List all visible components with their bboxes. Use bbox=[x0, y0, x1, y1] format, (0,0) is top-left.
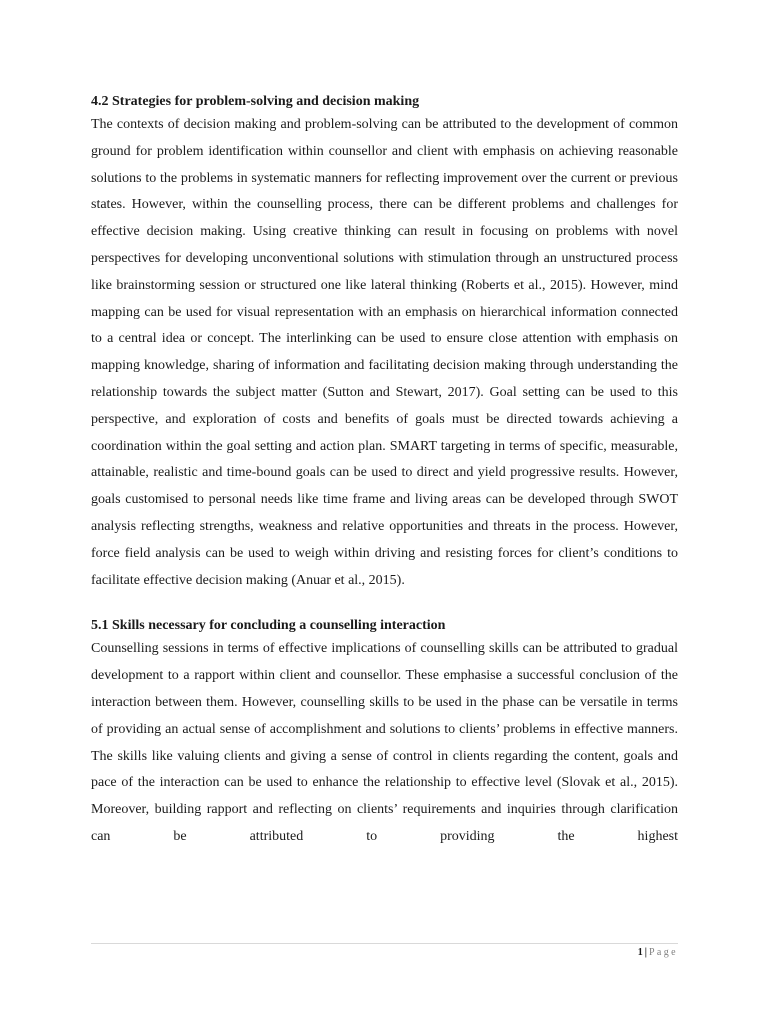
footer-separator: | bbox=[644, 947, 647, 958]
page-footer bbox=[638, 946, 678, 960]
section-body-4-2: The contexts of decision making and problem-solving can be attributed to the development of common ground for problem identification within counsellor and client with emphasis on achieving reasonable solutions to the problems in systematic manners for reflecting improvement over the current or previous states. However, within the counselling process, there can be different problems and challenges for effective decision making. Using creative thinking can result in focusing on problems with novel perspectives for developing unconventional solutions with stimulation through an unstructured process like brainstorming session or structured one like lateral thinking (Roberts et al., 2015). However, mind mapping can be used for visual representation with an emphasis on hierarchical information connected to a central idea or concept. The interlinking can be used to ensure close attention with emphasis on mapping knowledge, sharing of information and facilitating decision making through understanding the relationship towards the subject matter (Sutton and Stewart, 2017). Goal setting can be used to this perspective, and exploration of costs and benefits of goals must be directed towards achieving a coordination within the goal setting and action plan. SMART targeting in terms of specific, measurable, attainable, realistic and time-bound goals can be used to direct and yield progressive results. However, goals customised to personal needs like time frame and living areas can be developed through SWOT analysis reflecting strengths, weakness and relative opportunities and threats in the process. However, force field analysis can be used to weigh within driving and resisting forces for client’s conditions to facilitate effective decision making (Anuar et al., 2015). bbox=[91, 117, 678, 588]
section-gap bbox=[91, 594, 678, 616]
page-label: Page bbox=[648, 947, 678, 958]
footer-divider bbox=[91, 943, 678, 944]
page-number: 1 bbox=[637, 947, 643, 958]
section-heading-5-1: 5.1 Skills necessary for concluding a counselling interaction bbox=[91, 618, 446, 634]
page-content bbox=[91, 92, 678, 851]
section-heading-4-2: 4.2 Strategies for problem-solving and decision making bbox=[91, 94, 420, 109]
section-body-5-1: Counselling sessions in terms of effective implications of counselling skills can be attributed to gradual development to a rapport within client and counsellor. These emphasise a successful conclusion of the interaction between them. However, counselling skills to be used in the phase can be versatile in terms of providing an actual sense of accomplishment and solutions to clients’ problems in effective manners. The skills like valuing clients and giving a sense of control in clients regarding the content, goals and pace of the interaction can be used to enhance the relationship to effective level (Slovak et al., 2015). Moreover, building rapport and reflecting on clients’ requirements and inquiries through clarification can be attributed to providing the highest bbox=[91, 641, 678, 844]
